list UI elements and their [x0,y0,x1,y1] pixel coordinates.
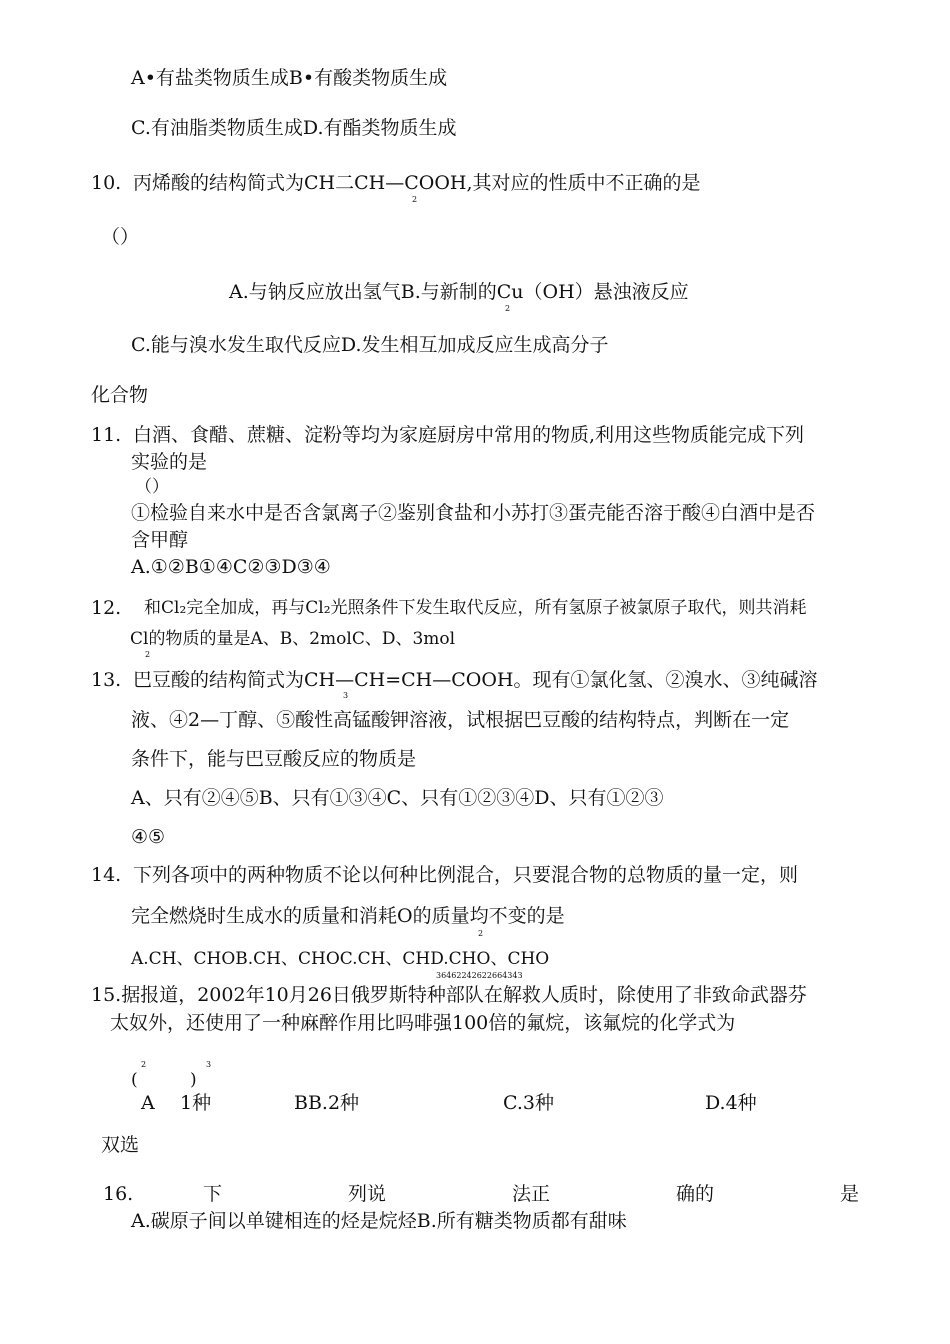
q12-number: 12. [91,597,122,619]
q13-options: A、只有②④⑤B、只有①③④C、只有①②③④D、只有①②③ [131,787,664,809]
q14-subscript: 2 [478,929,484,938]
q15-option-a-letter: A [141,1092,155,1114]
q13-stem-line1: 巴豆酸的结构简式为CH—CH=CH—COOH。现有①氯化氢、②溴水、③纯碱溶 [133,669,818,691]
q10-stem: 丙烯酸的结构简式为CH二CH—COOH,其对应的性质中不正确的是 [133,172,701,194]
q15-option-a: 1种 [180,1092,212,1114]
q10-answer-paren: （） [101,226,140,248]
q14-options: A.CH、CHOB.CH、CHOC.CH、CHD.CHO、CHO [131,949,550,969]
q16-stem [203,1185,859,1204]
q15-option-b: BB.2种 [294,1092,360,1114]
q15-option-c: C.3种 [503,1092,554,1114]
q15-sup-2: 3 [206,1060,212,1069]
q11-stem-line2: 实验的是 [131,451,208,473]
q16-stem-part: 是 [839,1183,859,1205]
q11-stem-line3: ①检验自来水中是否含氯离子②鉴别食盐和小苏打③蛋壳能否溶于酸④白酒中是否 [131,502,816,524]
q13-stem-line3: 条件下，能与巴豆酸反应的物质是 [131,748,417,770]
q16-stem-part: 确的 [675,1183,714,1205]
q11-stem-line4: 含甲醇 [131,529,189,551]
q11-answer-paren: （） [135,477,169,497]
q13-number: 13. [91,669,122,691]
q11-stem-line1: 白酒、食醋、蔗糖、淀粉等均为家庭厨房中常用的物质,利用这些物质能完成下列 [133,424,805,446]
q14-stem-line2: 完全燃烧时生成水的质量和消耗O的质量均不变的是 [131,905,565,927]
q10-options-ab: A.与钠反应放出氢气B.与新制的Cu（OH）悬浊液反应 [229,281,689,303]
q16-stem-part: 下 [203,1183,223,1205]
q15-paren-open: ( [131,1070,138,1090]
q14-stem-line1: 下列各项中的两种物质不论以何种比例混合，只要混合物的总物质的量一定，则 [133,864,799,886]
q12-subscript: 2 [145,650,151,659]
q14-number: 14. [91,864,122,886]
q15-option-d: D.4种 [705,1092,757,1114]
q10-continuation: 化合物 [91,384,149,406]
q10-options-cd: C.能与溴水发生取代反应D.发生相互加成反应生成高分子 [131,334,609,356]
q14-options-subscripts: 3646224262266434З [436,971,523,980]
q12-stem-line2: Cl的物质的量是A、B、2molC、D、3mol [130,629,456,649]
q16-stem-part: 列说 [347,1183,386,1205]
q15-stem-line2: 太奴外，还使用了一种麻醉作用比吗啡强100倍的氟烷，该氟烷的化学式为 [110,1012,736,1034]
q10-number: 10. [91,172,122,194]
q15-stem-line1: 15.据报道，2002年10月26日俄罗斯特种部队在解救人质时，除使用了非致命武器芬 [91,984,807,1006]
q16-number: 16. [103,1183,134,1205]
q11-number: 11. [91,424,122,446]
q16-options-ab: A.碳原子间以单键相连的烃是烷烃B.所有糖类物质都有甜味 [131,1210,627,1232]
q15-paren-close: ) [190,1070,197,1090]
q9-options-ab: A•有盐类物质生成B•有酸类物质生成 [131,67,448,89]
q13-stem-line2: 液、④2—丁醇、⑤酸性高锰酸钾溶液，试根据巴豆酸的结构特点，判断在一定 [131,709,790,731]
q10-options-subscript: 2 [505,304,511,313]
q10-stem-subscript: 2 [412,195,418,204]
q13-subscript: 3 [343,691,349,700]
q16-stem-part: 法正 [511,1183,550,1205]
q13-options-cont: ④⑤ [131,826,166,848]
section-double-choice: 双选 [101,1134,140,1156]
q15-sup-1: 2 [141,1060,147,1069]
q11-options: A.①②B①④C②③D③④ [131,556,331,578]
q9-options-cd: C.有油脂类物质生成D.有酯类物质生成 [131,117,457,139]
q12-stem-line1: 和Cl₂完全加成，再与Cl₂光照条件下发生取代反应，所有氢原子被氯原子取代，则共消耗 [144,598,807,618]
